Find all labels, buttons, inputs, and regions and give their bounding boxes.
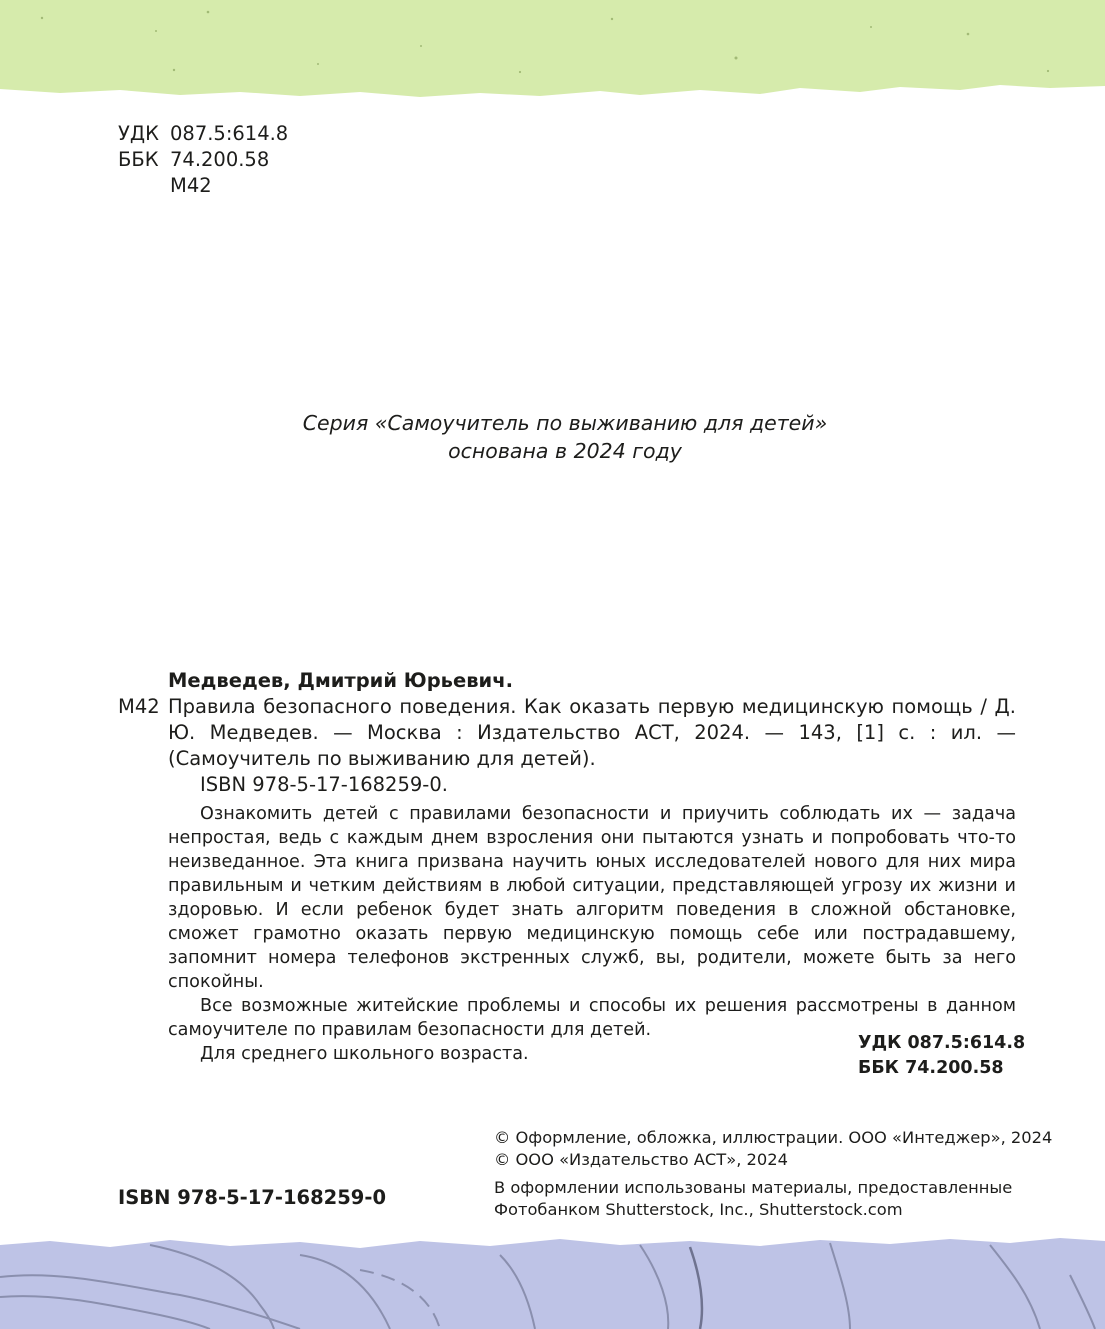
top-band-shape (0, 0, 1105, 97)
udk-label: УДК (118, 122, 159, 145)
series-line-1: Серия «Самоучитель по выживанию для детей» (302, 411, 828, 435)
copyright-line-3: В оформлении использованы материалы, предоставленные (494, 1178, 1013, 1197)
udk-bold: УДК 087.5:614.8 (858, 1033, 1026, 1053)
series-line-2: основана в 2024 году (448, 439, 682, 463)
bbk-label: ББК (118, 148, 159, 171)
bottom-decorative-band (0, 1215, 1105, 1329)
record-bibliographic (118, 694, 1016, 772)
copyright-line-1: © Оформление, обложка, иллюстрации. ООО «Интеджер», 2024 (494, 1128, 1053, 1147)
copyright-line-4: Фотобанком Shutterstock, Inc., Shutterstock.com (494, 1200, 903, 1219)
top-decorative-band (0, 0, 1105, 110)
catalog-record (118, 668, 1016, 1066)
record-isbn (168, 772, 1016, 798)
udk-value: 087.5:614.8 (170, 122, 289, 145)
record-annotation (168, 802, 1016, 1066)
annotation-paragraph-3: Для среднего школьного возраста. (200, 1044, 529, 1064)
record-author: Медведев, Дмитрий Юрьевич. (168, 669, 514, 692)
record-mark: М42 (118, 695, 160, 718)
classification-codes-bold (858, 1031, 1025, 1081)
bbk-bold: ББК 74.200.58 (858, 1058, 1004, 1078)
isbn-bold: ISBN 978-5-17-168259-0 (118, 1186, 387, 1209)
record-bibliographic-text: Правила безопасного поведения. Как оказать первую медицинскую помощь / Д. Ю. Медведев. — Москва : Издательство АСТ, 2024. — 143, [1] с. : ил. — (Самоучитель по выживанию для детей). (168, 695, 1016, 770)
annotation-paragraph-2: Все возможные житейские проблемы и способы их решения рассмотрены в данном самоучителе по правилам безопасности для детей. (168, 996, 1016, 1040)
copyright-block (494, 1127, 1052, 1221)
bbk-value: 74.200.58 (170, 148, 270, 171)
annotation-paragraph-1: Ознакомить детей с правилами безопасности и приучить соблюдать их — задача непростая, ведь с каждым днем взросления они пытаются узнать и попробовать что-то неизведанное. Эта книга призвана научить юных исследователей нового для них мира правильным и четким действиям в любой ситуации, представляющей угрозу их жизни и здоровью. И если ребенок будет знать алгоритм поведения в сложной обстановке, сможет грамотно оказать первую медицинскую помощь себе или пострадавшему, запомнит номера телефонов экстренных служб, вы, родители, можете быть за него спокойны. (168, 804, 1016, 992)
record-isbn-text: ISBN 978-5-17-168259-0. (200, 773, 448, 796)
classification-codes (118, 121, 288, 199)
series-note (0, 409, 1105, 465)
copyright-line-2: © ООО «Издательство АСТ», 2024 (494, 1150, 788, 1169)
author-mark: М42 (170, 174, 212, 197)
